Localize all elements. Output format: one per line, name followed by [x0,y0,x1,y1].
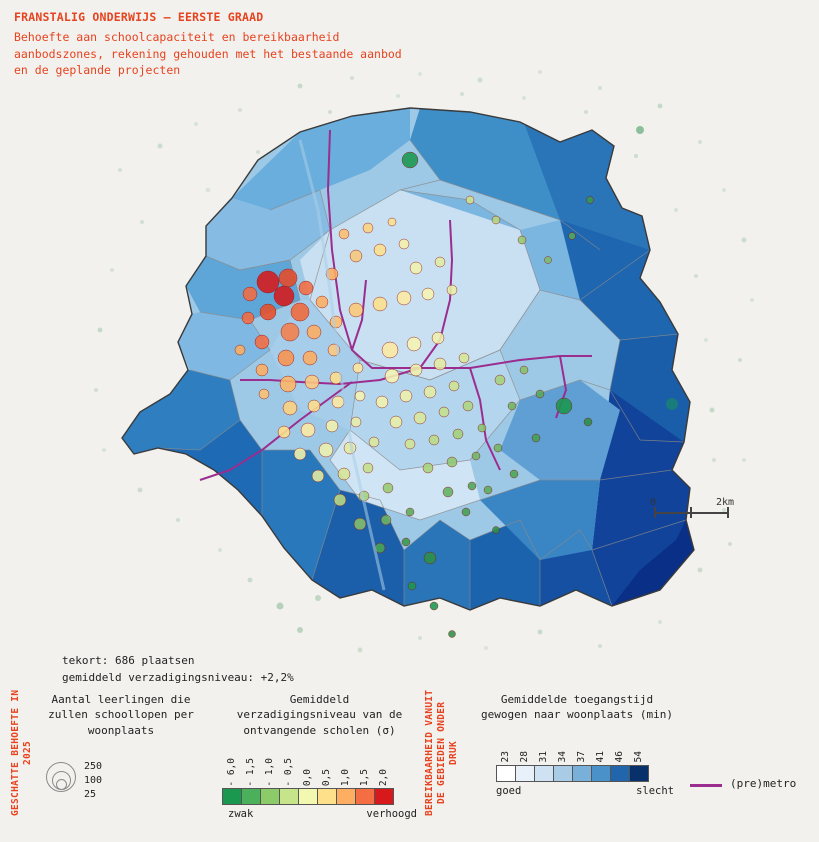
legend-saturation-swatch-0 [222,788,242,805]
legend-vertical-label-accessibility: BEREIKBAARHEID VANUIT DE GEBIEDEN ONDER DRUK [424,689,459,817]
legend-accessibility-tick-5: 41 [595,751,606,763]
summary-stats [62,652,294,686]
legend-accessibility-title [462,692,692,723]
scale-bar-label-left: 0 [650,497,657,508]
legend-saturation-ticks [222,752,417,786]
legend-saturation-tick-4: 0,0 [302,769,313,787]
legend-accessibility-high-label: slecht [636,784,674,797]
legend-saturation-swatch-1 [241,788,261,805]
legend-metro-label: (pre)metro [730,777,797,790]
page-subtitle-line-1: Behoefte aan schoolcapaciteit en bereikbaarheid [14,30,340,44]
legend-accessibility-tick-6: 46 [614,751,625,763]
legend-saturation-high-label: verhoogd [366,808,417,821]
legend-saturation-swatch-4 [298,788,318,805]
legend-saturation-tick-0: - 6,0 [226,757,237,787]
metro-line-icon [690,784,722,787]
legend-saturation-swatch-7 [355,788,375,805]
legend-saturation-swatch-8 [374,788,394,805]
legend-saturation-title [222,692,417,738]
legend-saturation-tick-5: 0,5 [321,769,332,787]
legend-accessibility-tick-1: 28 [519,751,530,763]
map-canvas[interactable] [0,50,819,670]
legend-saturation-title-line-2: verzadigingsniveau van de [236,708,403,722]
legend-accessibility-swatches [462,765,692,781]
scale-bar-tick-left [654,507,656,518]
legend-saturation-swatch-2 [260,788,280,805]
legend-saturation-swatch-5 [317,788,337,805]
legend-accessibility-low-label: goed [496,784,522,797]
legend-saturation-swatch-6 [336,788,356,805]
legend-bubble-label-25: 25 [84,789,97,801]
legend-accessibility-swatch-7 [629,765,649,782]
legend-accessibility-tick-7: 54 [633,751,644,763]
legend-bubble-title-line-1: Aantal leerlingen die [51,693,191,706]
legend-saturation-tick-7: 1,5 [359,769,370,787]
legend-saturation-tick-1: - 1,5 [245,757,256,787]
legend-saturation-tick-6: 1,0 [340,769,351,787]
legend-saturation-title-line-3: ontvangende scholen (σ) [243,723,396,737]
legend-saturation-title-line-1: Gemiddeld [289,693,350,706]
legend-accessibility-tick-2: 31 [538,751,549,763]
legend-bubble-size [36,692,206,804]
legend-accessibility-tick-0: 23 [500,751,511,763]
legend-saturation-tick-2: - 1,0 [264,757,275,787]
legend-accessibility-tick-3: 34 [557,751,568,763]
legend-bubble-label-250: 250 [84,761,103,773]
legend-accessibility-title-line-1: Gemiddelde toegangstijd [500,693,654,706]
legend-bubble-label-100: 100 [84,775,103,787]
legend-accessibility-title-line-2: gewogen naar woonplaats (min) [480,708,674,722]
scale-bar-tick-right [727,507,729,518]
legend-saturation-tick-3: - 0,5 [283,757,294,787]
legend-accessibility-swatch-5 [591,765,611,782]
stat-shortage: tekort: 686 plaatsen [62,654,195,667]
legend-bubble-title [36,692,206,738]
legend-bubble-graphic [36,754,206,804]
legend-accessibility-ticks [462,737,692,763]
legend-bubble-title-line-3: woonplaats [87,723,155,737]
legend-saturation-endpoints [222,808,417,824]
legend-saturation-swatch-3 [279,788,299,805]
legend-saturation [222,692,417,824]
page-title: FRANSTALIG ONDERWIJS – EERSTE GRAAD [14,10,264,24]
scale-bar-tick-mid [690,507,692,518]
legend-accessibility-swatch-3 [553,765,573,782]
legend-accessibility-tick-4: 37 [576,751,587,763]
legend-accessibility [462,692,692,801]
stat-average-saturation: gemiddeld verzadigingsniveau: +2,2% [62,671,294,685]
page-subtitle-line-3: en de geplande projecten [14,63,181,78]
legend-accessibility-swatch-1 [515,765,535,782]
legend-vertical-label-demand: GESCHATTE BEHOEFTE IN 2025 [10,689,33,817]
legend-saturation-tick-8: 2,0 [378,769,389,787]
scale-bar [650,497,740,525]
page-subtitle-line-2: aanbodszones, rekening gehouden met het bestaande aanbod [14,46,402,61]
legend-saturation-low-label: zwak [228,808,254,821]
legend-accessibility-endpoints [462,785,692,801]
legend-accessibility-swatch-4 [572,765,592,782]
legend-saturation-swatches [222,788,417,804]
legend-bubble-title-line-2: zullen schoollopen per [48,708,194,722]
legend-accessibility-swatch-2 [534,765,554,782]
legend-accessibility-swatch-0 [496,765,516,782]
scale-bar-label-right: 2km [716,497,735,508]
legend-accessibility-swatch-6 [610,765,630,782]
legend-zone [0,682,819,842]
map-svg[interactable] [0,50,819,670]
